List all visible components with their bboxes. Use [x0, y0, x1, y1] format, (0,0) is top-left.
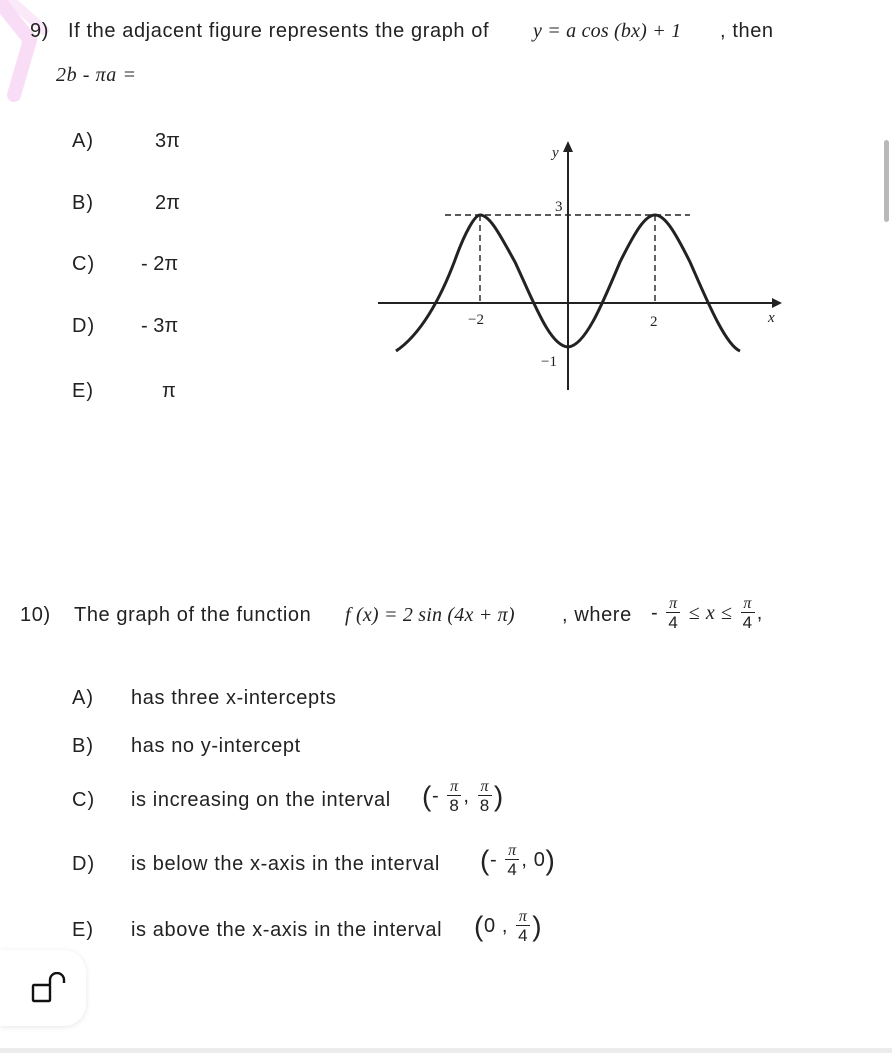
- q9-option-b-letter[interactable]: B): [72, 192, 94, 214]
- q10-option-c-letter[interactable]: C): [72, 789, 96, 811]
- q10-lead-text: The graph of the function: [74, 604, 312, 626]
- q10-option-b-text[interactable]: has no y-intercept: [131, 735, 301, 757]
- q10-frac-neg-pi-4: $\frac{\pi}{4}$: [668, 595, 679, 632]
- y-axis-label: y: [552, 145, 559, 161]
- q10-where-text: , where: [562, 604, 632, 626]
- q10-option-e-letter[interactable]: E): [72, 919, 94, 941]
- q9-equation: y = a cos (bx) + 1: [533, 20, 682, 42]
- q10-option-b-letter[interactable]: B): [72, 735, 94, 757]
- tick-label-pos2: 2: [650, 314, 658, 330]
- q9-option-b-value[interactable]: 2π: [155, 192, 180, 214]
- tick-label-neg2: −2: [468, 312, 484, 328]
- q10-option-c-interval[interactable]: (- $\frac{\pi}{8}$ , $\frac{\pi}{8}$ ): [422, 778, 504, 815]
- q10-option-e-interval[interactable]: (0 , $\frac{\pi}{4}$ ): [474, 908, 543, 945]
- q10-domain: - $\frac{\pi}{4}$ ≤ x ≤ $\frac{\pi}{4}$ ,: [651, 595, 763, 632]
- q10-option-a-text[interactable]: has three x-intercepts: [131, 687, 337, 709]
- unlock-button[interactable]: [0, 950, 86, 1026]
- unlock-icon: [30, 972, 70, 1006]
- q10-number: 10): [20, 604, 51, 626]
- q9-option-c-letter[interactable]: C): [72, 253, 96, 275]
- q9-option-c-value[interactable]: - 2π: [141, 253, 179, 275]
- q9-option-a-value[interactable]: 3π: [155, 130, 180, 152]
- q10-option-d-letter[interactable]: D): [72, 853, 96, 875]
- q9-option-a-letter[interactable]: A): [72, 130, 94, 152]
- q10-function: f (x) = 2 sin (4x + π): [345, 604, 515, 626]
- bottom-divider: [0, 1048, 892, 1053]
- q10-option-a-letter[interactable]: A): [72, 687, 94, 709]
- q9-option-d-letter[interactable]: D): [72, 315, 96, 337]
- q10-option-e-text[interactable]: is above the x-axis in the interval: [131, 919, 443, 941]
- tick-label-3: 3: [555, 199, 563, 215]
- pink-highlight-mark: [0, 0, 70, 110]
- q9-number: 9): [30, 20, 49, 42]
- q9-cosine-graph: [370, 132, 790, 394]
- x-axis-label: x: [768, 310, 775, 326]
- q9-tail-text: , then: [720, 20, 774, 42]
- x-axis-arrow: [772, 298, 782, 308]
- q10-option-c-text[interactable]: is increasing on the interval: [131, 789, 391, 811]
- q10-option-d-text[interactable]: is below the x-axis in the interval: [131, 853, 440, 875]
- q9-lead-text: If the adjacent figure represents the graph of: [68, 20, 490, 42]
- q9-option-d-value[interactable]: - 3π: [141, 315, 179, 337]
- tick-label-neg1: −1: [541, 354, 557, 370]
- q9-option-e-value[interactable]: π: [162, 380, 176, 402]
- scrollbar-thumb[interactable]: [884, 140, 889, 222]
- q10-frac-pi-4: $\frac{\pi}{4}$: [742, 595, 753, 632]
- q9-expression: 2b - πa =: [56, 64, 137, 86]
- q9-option-e-letter[interactable]: E): [72, 380, 94, 402]
- y-axis-arrow: [563, 141, 573, 152]
- q10-option-d-interval[interactable]: (- $\frac{\pi}{4}$ , 0): [480, 842, 556, 879]
